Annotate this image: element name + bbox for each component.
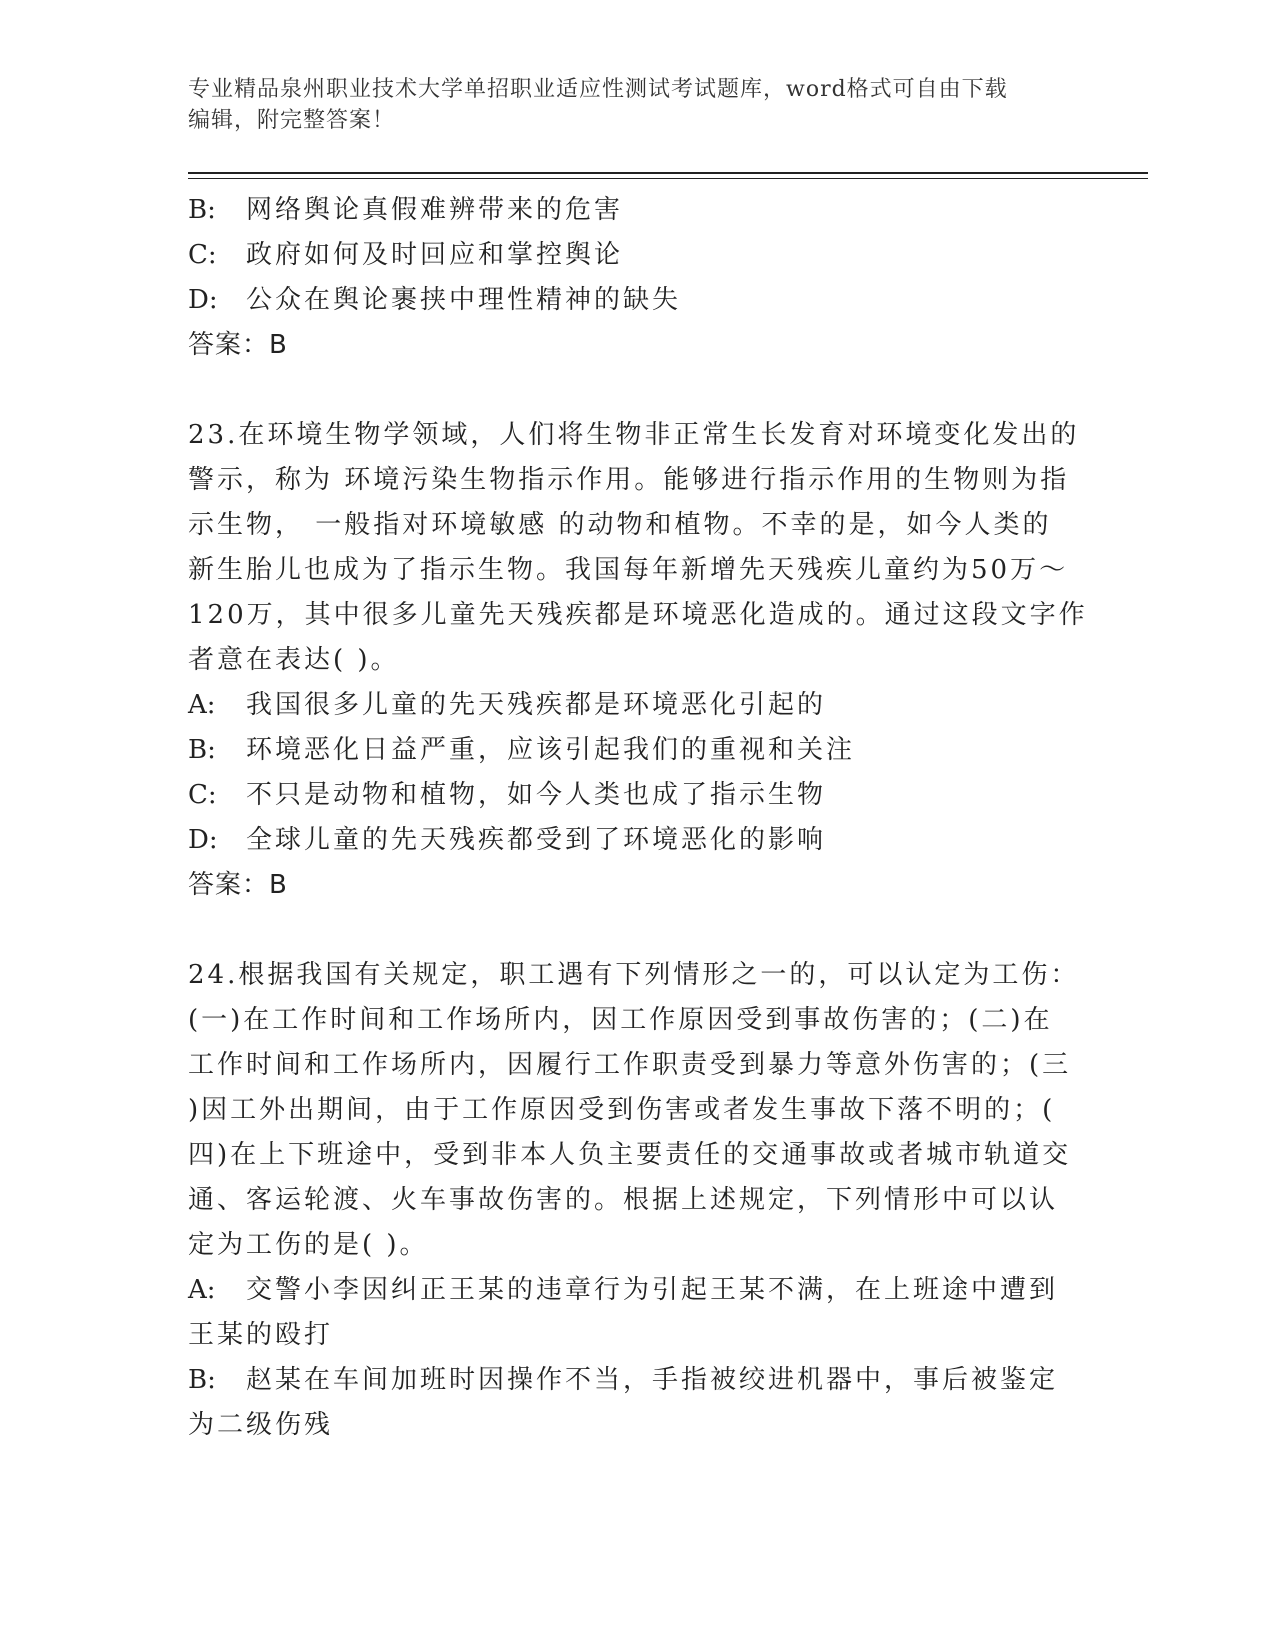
answer-22: 答案：B xyxy=(188,330,288,360)
question-22-options xyxy=(188,188,1088,368)
option-c xyxy=(188,773,1088,818)
option-text: 交警小李因纠正王某的违章行为引起王某不满，在上班途中遭到 xyxy=(246,1275,1059,1305)
header-rule-thin xyxy=(188,178,1148,179)
spacer xyxy=(188,908,1088,953)
option-d xyxy=(188,278,1088,323)
option-text: 不只是动物和植物，如今人类也成了指示生物 xyxy=(246,780,827,810)
document-header xyxy=(188,74,1068,136)
option-d xyxy=(188,818,1088,863)
question-line: 警示，称为 环境污染生物指示作用。能够进行指示作用的生物则为指 xyxy=(188,465,1070,495)
option-key: C: xyxy=(188,780,217,810)
question-line: 者意在表达( )。 xyxy=(188,645,400,675)
question-line: )因工外出期间，由于工作原因受到伤害或者发生事故下落不明的；( xyxy=(188,1095,1056,1125)
header-line-2: 编辑，附完整答案！ xyxy=(188,108,396,133)
question-line: 120万，其中很多儿童先天残疾都是环境恶化造成的。通过这段文字作 xyxy=(188,600,1088,630)
question-line: 定为工伤的是( )。 xyxy=(188,1230,429,1260)
question-line: 23.在环境生物学领域，人们将生物非正常生长发育对环境变化发出的 xyxy=(188,420,1080,450)
option-a xyxy=(188,1268,1088,1358)
header-rule-thick xyxy=(188,172,1148,174)
option-key: B: xyxy=(188,735,216,765)
option-key: D: xyxy=(188,285,218,315)
option-key: B: xyxy=(188,195,216,225)
spacer xyxy=(188,368,1088,413)
option-text-continued: 为二级伤残 xyxy=(188,1410,334,1440)
option-text: 环境恶化日益严重，应该引起我们的重视和关注 xyxy=(246,735,856,765)
option-text: 公众在舆论裹挟中理性精神的缺失 xyxy=(246,285,682,315)
option-a xyxy=(188,683,1088,728)
question-line: 24.根据我国有关规定，职工遇有下列情形之一的，可以认定为工伤： xyxy=(188,960,1080,990)
question-line: 新生胎儿也成为了指示生物。我国每年新增先天残疾儿童约为50万～ xyxy=(188,555,1069,585)
option-text: 网络舆论真假难辨带来的危害 xyxy=(246,195,624,225)
question-line: 示生物， 一般指对环境敏感 的动物和植物。不幸的是，如今人类的 xyxy=(188,510,1052,540)
header-line-1: 专业精品泉州职业技术大学单招职业适应性测试考试题库，word格式可自由下载 xyxy=(188,77,1008,102)
option-text: 全球儿童的先天残疾都受到了环境恶化的影响 xyxy=(246,825,827,855)
option-b xyxy=(188,188,1088,233)
option-text: 政府如何及时回应和掌控舆论 xyxy=(246,240,624,270)
option-text-continued: 王某的殴打 xyxy=(188,1320,334,1350)
question-23 xyxy=(188,413,1088,908)
option-key: D: xyxy=(188,825,218,855)
question-line: 四)在上下班途中，受到非本人负主要责任的交通事故或者城市轨道交 xyxy=(188,1140,1072,1170)
option-key: A: xyxy=(188,690,216,720)
question-24 xyxy=(188,953,1088,1448)
option-text: 赵某在车间加班时因操作不当，手指被绞进机器中，事后被鉴定 xyxy=(246,1365,1059,1395)
option-key: B: xyxy=(188,1365,216,1395)
option-key: C: xyxy=(188,240,217,270)
option-text: 我国很多儿童的先天残疾都是环境恶化引起的 xyxy=(246,690,827,720)
answer-23: 答案：B xyxy=(188,870,288,900)
document-body xyxy=(188,188,1088,1448)
question-line: 工作时间和工作场所内，因履行工作职责受到暴力等意外伤害的；(三 xyxy=(188,1050,1072,1080)
option-c xyxy=(188,233,1088,278)
question-line: 通、客运轮渡、火车事故伤害的。根据上述规定，下列情形中可以认 xyxy=(188,1185,1059,1215)
question-line: (一)在工作时间和工作场所内，因工作原因受到事故伤害的；(二)在 xyxy=(188,1005,1053,1035)
option-key: A: xyxy=(188,1275,216,1305)
option-b xyxy=(188,728,1088,773)
option-b xyxy=(188,1358,1088,1448)
